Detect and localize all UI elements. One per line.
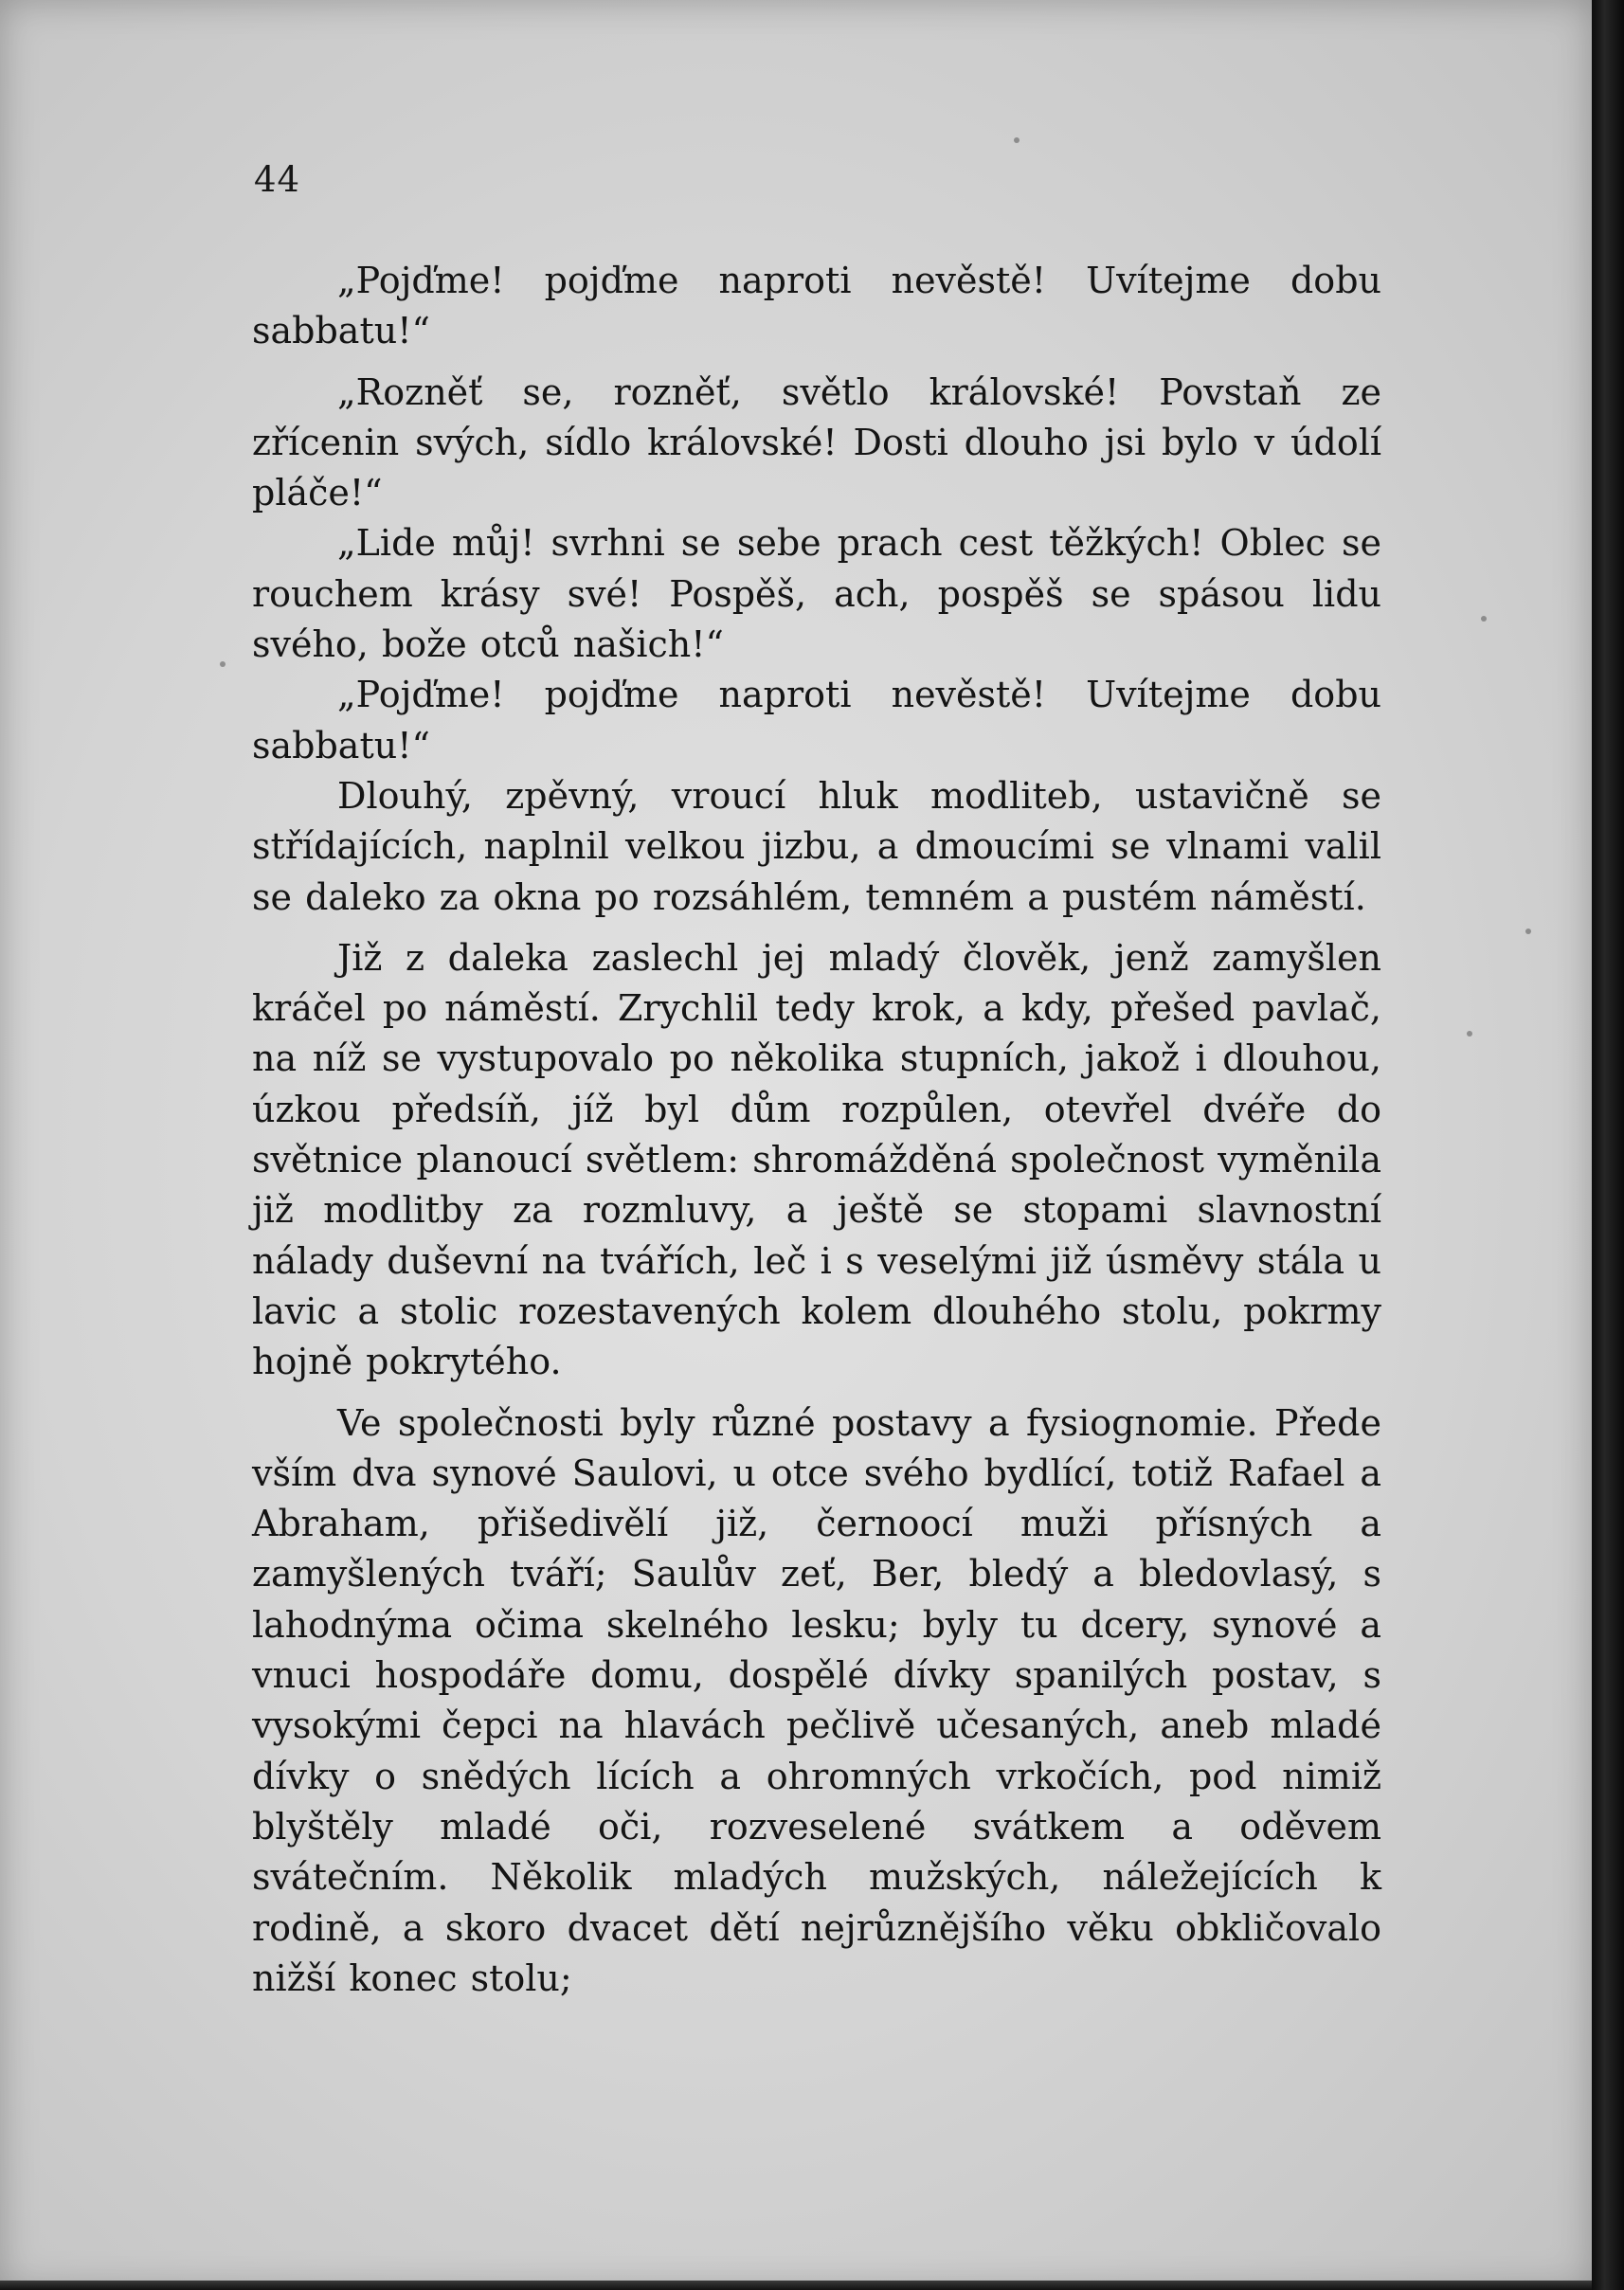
paragraph: „Pojďme! pojďme naproti nevěstě! Uvítejme dobu sabbatu!“ <box>252 260 1381 352</box>
paragraph: „Lide můj! svrhni se sebe prach cest těžkých! Oblec se rouchem krásy své! Pospěš, ach, pospěš se spásou lidu svého, bože otců našich!“ <box>252 522 1381 666</box>
page-bottom-edge <box>0 2281 1592 2290</box>
scan-speck <box>1467 1031 1472 1037</box>
scan-speck <box>220 661 226 667</box>
body-text <box>252 256 1381 2004</box>
paragraph: Již z daleka zaslechl jej mladý člověk, jenž zamyšlen kráčel po náměstí. Zrychlil tedy krok, a kdy, přešed pavlač, na níž se vystupovalo po několika stupních, jakož i dlouhou, úzkou předsíň, jíž byl dům rozpůlen, otevřel dvéře do světnice planoucí světlem: shromážděná společnost vyměnila již modlitby za rozmluvy, a ještě se stopami slavnostní nálady duševní na tvářích, leč i s veselými již úsměvy stála u lavic a stolic rozestavených kolem dlouhého stolu, pokrmy hojně pokrytého. <box>252 936 1381 1383</box>
page-number: 44 <box>254 159 301 200</box>
page-edge-shadow <box>1592 0 1624 2290</box>
paragraph: „Rozněť se, rozněť, světlo královské! Povstaň ze zřícenin svých, sídlo královské! Dosti dlouho jsi bylo v údolí pláče!“ <box>252 370 1381 514</box>
paragraph: Dlouhý, zpěvný, vroucí hluk modliteb, ustavičně se střídajících, naplnil velkou jizbu, a dmoucími se vlnami valil se daleko za okna po rozsáhlém, temném a pustém náměstí. <box>252 774 1381 918</box>
paragraph: Ve společnosti byly různé postavy a fysiognomie. Přede vším dva synové Saulovi, u otce svého bydlící, totiž Rafael a Abraham, přišedivělí již, černoocí muži přísných a zamyšlených tváří; Saulův zeť, Ber, bledý a bledovlasý, s lahodnýma očima skelného lesku; byly tu dcery, synové a vnuci hospodáře domu, dospělé dívky spanilých postav, s vysokými čepci na hlavách pečlivě učesaných, aneb mladé dívky o snědých lících a ohromných vrkočích, pod nimiž blyštěly mladé oči, rozveselené svátkem a oděvem svátečním. Několik mladých mužských, náležejících k rodině, a skoro dvacet dětí nejrůznějšího věku obkličovalo nižší konec stolu; <box>252 1401 1381 1999</box>
paragraph: „Pojďme! pojďme naproti nevěstě! Uvítejme dobu sabbatu!“ <box>252 674 1381 766</box>
scan-speck <box>1481 616 1487 622</box>
scan-speck <box>1014 137 1020 143</box>
scan-speck <box>1525 929 1531 934</box>
